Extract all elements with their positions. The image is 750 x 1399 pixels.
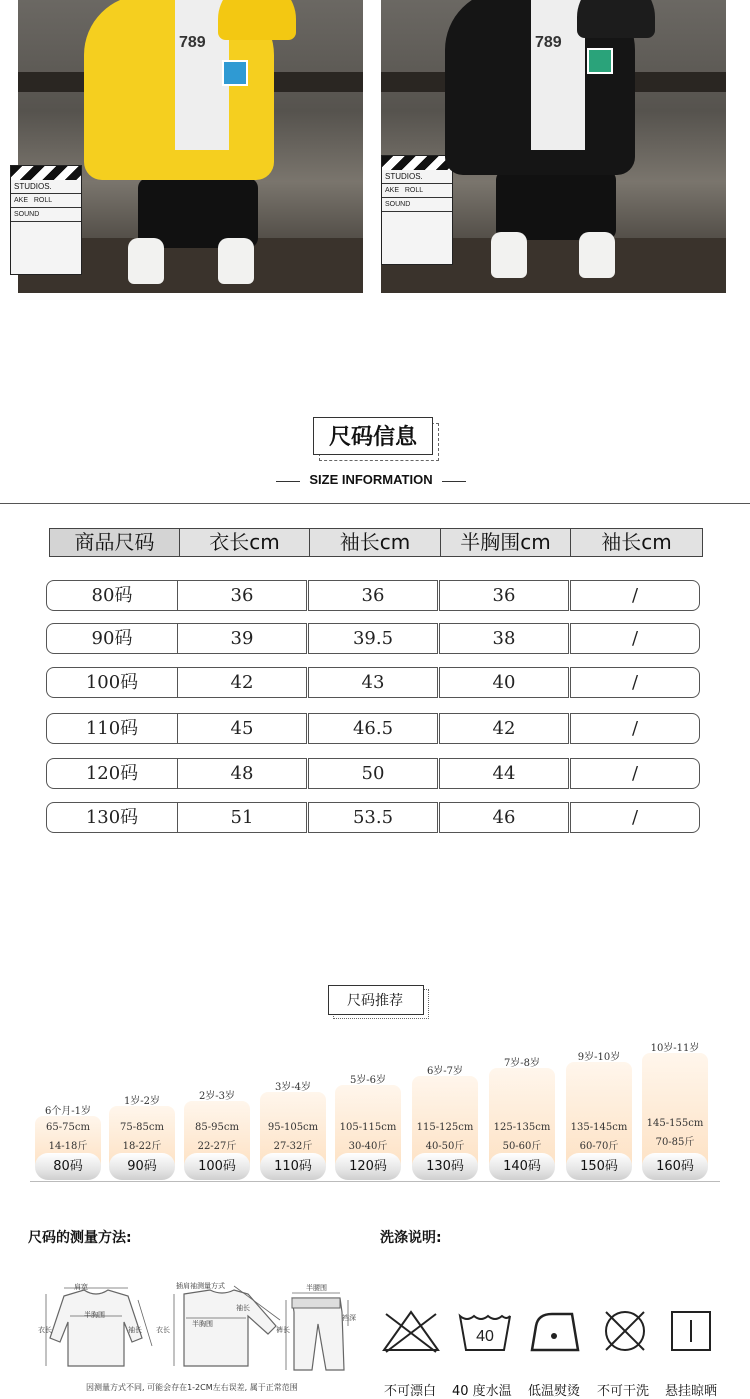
no-bleach-icon — [380, 1308, 442, 1354]
rec-size-button: 130码 — [412, 1153, 478, 1180]
care-title: 洗涤说明: — [380, 1230, 442, 1246]
rec-weight: 70-85斤 — [655, 1137, 695, 1148]
rec-height: 75-85cm — [120, 1122, 164, 1133]
care-label-wash: 40 度水温 — [452, 1384, 512, 1399]
product-photo-yellow: STUDIOS. AKE ROLL SOUND 789 — [18, 0, 363, 293]
rec-baseline — [30, 1181, 720, 1182]
recommend-title: 尺码推荐 — [347, 993, 403, 1009]
rec-age: 10岁-11岁 — [650, 1043, 700, 1054]
size-table-cell: / — [570, 802, 700, 833]
size-table-cell: 38 — [439, 623, 569, 654]
label-sleeve-2: 袖长 — [236, 1304, 250, 1312]
rec-height: 115-125cm — [416, 1122, 474, 1133]
col-header-size: 商品尺码 — [49, 528, 180, 557]
label-chest-2: 半胸围 — [192, 1320, 213, 1328]
rec-age: 6个月-1岁 — [44, 1106, 92, 1117]
size-table-cell: 53.5 — [308, 802, 438, 833]
size-table-cell: 42 — [439, 713, 569, 744]
rec-age: 7岁-8岁 — [503, 1058, 541, 1069]
label-raglan: 插肩袖测量方式 — [176, 1282, 225, 1290]
rec-size-button: 100码 — [184, 1153, 250, 1180]
rec-age: 3岁-4岁 — [274, 1082, 312, 1093]
label-sleeve: 袖长 — [128, 1326, 142, 1334]
rec-weight: 40-50斤 — [425, 1141, 465, 1152]
size-table-cell: 45 — [177, 713, 307, 744]
size-table-cell: 40 — [439, 667, 569, 698]
label-shoulder: 肩宽 — [74, 1283, 88, 1291]
wash-40-icon — [456, 1308, 514, 1354]
rec-weight: 18-22斤 — [122, 1141, 162, 1152]
rec-weight: 60-70斤 — [579, 1141, 619, 1152]
size-table-cell: 90码 — [46, 623, 178, 654]
no-dry-clean-icon — [600, 1308, 650, 1354]
label-waist: 半腰围 — [306, 1284, 327, 1292]
rec-height: 125-135cm — [493, 1122, 551, 1133]
size-table-cell: 44 — [439, 758, 569, 789]
wash-temp-label: 40 — [476, 1328, 494, 1345]
col-header-chest: 半胸围cm — [440, 528, 571, 557]
size-table-cell: 130码 — [46, 802, 178, 833]
size-table-cell: / — [570, 580, 700, 611]
rec-card — [642, 1053, 708, 1166]
size-table-cell: 100码 — [46, 667, 178, 698]
size-table-cell: 36 — [439, 580, 569, 611]
size-table-cell: 50 — [308, 758, 438, 789]
clapboard: STUDIOS. AKE ROLL SOUND — [10, 165, 82, 275]
label-rise: 裆深 — [342, 1314, 356, 1322]
size-table-cell: 120码 — [46, 758, 178, 789]
hang-dry-icon — [669, 1308, 713, 1354]
col-header-length: 衣长cm — [179, 528, 310, 557]
size-table-cell: 43 — [308, 667, 438, 698]
size-table-cell: 39.5 — [308, 623, 438, 654]
rec-size-button: 140码 — [489, 1153, 555, 1180]
rec-weight: 30-40斤 — [348, 1141, 388, 1152]
size-table-cell: 36 — [177, 580, 307, 611]
rec-age: 2岁-3岁 — [198, 1091, 236, 1102]
rec-size-button: 80码 — [35, 1153, 101, 1180]
rec-weight: 22-27斤 — [197, 1141, 237, 1152]
rec-height: 65-75cm — [46, 1122, 90, 1133]
size-table-cell: / — [570, 713, 700, 744]
size-table-cell: / — [570, 758, 700, 789]
patch-badge — [222, 60, 248, 86]
rec-age: 6岁-7岁 — [426, 1066, 464, 1077]
rec-height: 145-155cm — [646, 1118, 704, 1129]
col-header-sleeve: 袖长cm — [309, 528, 441, 557]
size-table-cell: 46.5 — [308, 713, 438, 744]
size-table-cell: 110码 — [46, 713, 178, 744]
divider — [0, 503, 750, 504]
size-table-cell: 46 — [439, 802, 569, 833]
label-length: 衣长 — [38, 1326, 52, 1334]
size-table-cell: 80码 — [46, 580, 178, 611]
pants-diagram — [280, 1290, 360, 1378]
care-label-dry-clean: 不可干洗 — [597, 1384, 650, 1399]
care-label-no-bleach: 不可漂白 — [384, 1384, 437, 1399]
rec-height: 95-105cm — [267, 1122, 319, 1133]
rec-size-button: 90码 — [109, 1153, 175, 1180]
size-table-cell: 39 — [177, 623, 307, 654]
size-table-cell: / — [570, 623, 700, 654]
size-table-cell: / — [570, 667, 700, 698]
size-info-title: 尺码信息 — [328, 425, 417, 450]
product-photo-black: STUDIOS. AKE ROLL SOUND 789 — [381, 0, 726, 293]
care-label-hang-dry: 悬挂晾晒 — [665, 1384, 718, 1399]
measure-title: 尺码的测量方法: — [28, 1230, 132, 1246]
size-table-cell: 51 — [177, 802, 307, 833]
rec-height: 105-115cm — [339, 1122, 397, 1133]
clapboard: STUDIOS. AKE ROLL SOUND — [381, 155, 453, 265]
patch-badge — [587, 48, 613, 74]
rec-height: 85-95cm — [195, 1122, 239, 1133]
rec-weight: 14-18斤 — [48, 1141, 88, 1152]
rec-height: 135-145cm — [570, 1122, 628, 1133]
rec-age: 1岁-2岁 — [123, 1096, 161, 1107]
rec-weight: 50-60斤 — [502, 1141, 542, 1152]
low-iron-icon — [528, 1308, 584, 1354]
rec-size-button: 150码 — [566, 1153, 632, 1180]
rec-size-button: 110码 — [260, 1153, 326, 1180]
size-info-subtitle: SIZE INFORMATION — [309, 472, 433, 487]
label-chest: 半胸围 — [84, 1311, 105, 1319]
measure-note: 因测量方式不同, 可能会存在1-2CM左右误差, 属于正常范围 — [86, 1383, 298, 1392]
rec-weight: 27-32斤 — [273, 1141, 313, 1152]
rec-size-button: 120码 — [335, 1153, 401, 1180]
size-table-cell: 42 — [177, 667, 307, 698]
rec-size-button: 160码 — [642, 1153, 708, 1180]
size-table-cell: 48 — [177, 758, 307, 789]
col-header-sleeve2: 袖长cm — [570, 528, 703, 557]
rec-age: 9岁-10岁 — [577, 1052, 621, 1063]
rec-age: 5岁-6岁 — [349, 1075, 387, 1086]
care-label-iron: 低温熨烫 — [528, 1384, 581, 1399]
size-table-cell: 36 — [308, 580, 438, 611]
label-pants-length: 裤长 — [276, 1326, 290, 1334]
label-length-2: 衣长 — [156, 1326, 170, 1334]
